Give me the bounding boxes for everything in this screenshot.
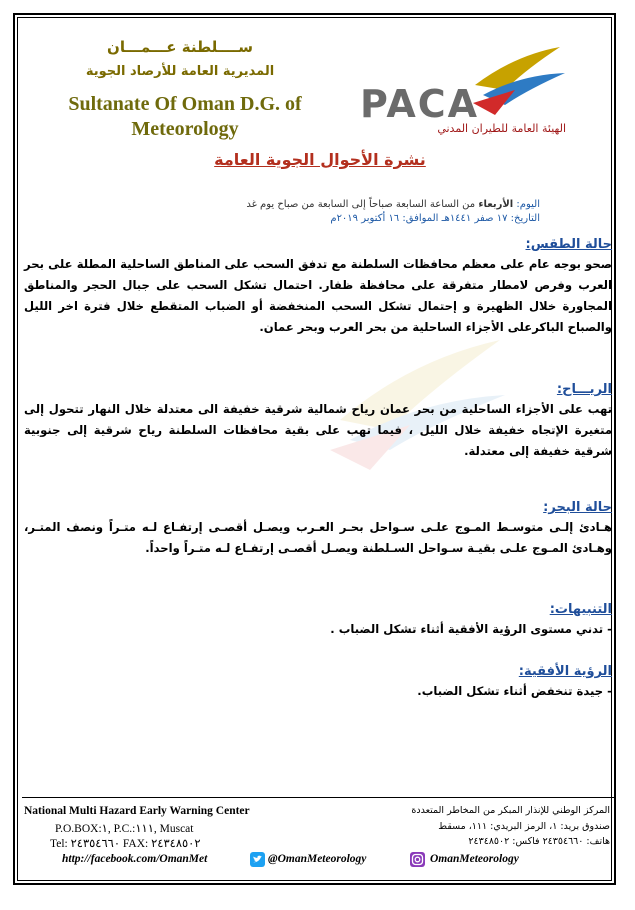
footer-center-ar: المركز الوطني للإنذار المبكر من المخاطر المتعددة xyxy=(411,805,610,816)
gregorian-date: ١٦ أكتوبر ٢٠١٩م xyxy=(330,213,400,224)
bulletin-day-line xyxy=(246,199,540,210)
facebook-link[interactable]: http://facebook.com/OmanMet xyxy=(62,853,208,865)
footer-tel-en: Tel: ٢٤٣٥٤٦٦٠ FAX: ٢٤٣٤٨٥٠٢ xyxy=(50,838,201,850)
section-body: - جيدة تنخفض أثناء تشكل الضباب. xyxy=(417,684,612,698)
hijri-date: ١٧ صفر ١٤٤١هـ xyxy=(441,213,508,224)
footer-center-en: National Multi Hazard Early Warning Center xyxy=(24,805,250,817)
corresponds-label: الموافق: xyxy=(402,213,439,224)
header-english-title xyxy=(50,92,320,142)
logo-word: PACA xyxy=(360,82,480,126)
twitter-handle[interactable]: @OmanMeteorology xyxy=(268,853,367,865)
section-heading: الرؤية الأفقية: xyxy=(518,664,612,679)
section-heading: حالة البحر: xyxy=(543,500,612,515)
bulletin-title: نشرة الأحوال الجوية العامة xyxy=(214,150,426,169)
section-body: تهب على الأجزاء الساحلية من بحر عمان رياح شمالية شرقية خفيفة الى معتدلة خلال النهار تتحول إلى متغيرة الإتجاه خفيفة خلال الليل ، فيما تهب على بقية محافظات السلطنة رياح شرقية إلى جنوبية شرقية خفيفة إلى معتدلة. xyxy=(24,402,612,458)
section-weather xyxy=(24,237,612,338)
logo-caption: الهيئة العامة للطيران المدني xyxy=(437,122,566,135)
day-label: اليوم: xyxy=(516,199,540,210)
section-warnings xyxy=(24,602,612,640)
instagram-icon xyxy=(410,852,425,867)
period-text: من الساعة السابعة صباحاً إلى السابعة من صباح يوم غد xyxy=(246,199,476,210)
header-arabic-sultanate: ســــلطنة عـــمـــان xyxy=(107,38,253,56)
footer-pobox-ar: صندوق بريد: ١، الرمز البريدي: ١١١، مسقط xyxy=(438,821,610,832)
header-english-line1: Sultanate Of Oman D.G. of xyxy=(68,93,302,115)
section-body: صحو بوجه عام على معظم محافظات السلطنة مع تدفق السحب على المناطق الساحلية المطلة على بحر العرب وفرص لامطار متفرقة على محافظة ظفار. احتمال تشكل السحب على جبال الحجر والمناطق المجاورة خلال الظهيرة و إحتمال تشكل السحب المنخفضة أو الضباب المتقطع خلال فترة اخر الليل والصباح الباكرعلى الأجزاء الساحلية من بحر العرب وبحر عمان. xyxy=(24,257,612,334)
header-arabic-directorate: المديرية العامة للأرصاد الجوية xyxy=(85,64,275,79)
date-label: التاريخ: xyxy=(510,213,540,224)
section-winds xyxy=(24,382,612,462)
section-body: هـادئ إلـى متوسـط المـوج علـى سـواحل بحـر العـرب ويصـل أقصـى إرتفـاع لـه متـراً ونصف المتـر، وهـادئ المـوج علـى بقيـة سـواحل السـلطنة ويصـل أقصـى إرتفـاع لـه متـراً واحداً. xyxy=(24,520,612,555)
bulletin-date-line xyxy=(330,213,540,224)
section-heading: التنبيهات: xyxy=(549,602,612,617)
footer-divider xyxy=(22,797,614,798)
footer-pobox-en: P.O.BOX:١, P.C.:١١١, Muscat xyxy=(55,823,194,835)
section-sea-state xyxy=(24,500,612,559)
section-heading: حالة الطقس: xyxy=(525,237,612,252)
section-heading: الريـــاح: xyxy=(556,382,612,397)
footer-tel-ar: هاتف: ٢٤٣٥٤٦٦٠ فاكس: ٢٤٣٤٨٥٠٢ xyxy=(468,836,610,847)
header-english-line2: Meteorology xyxy=(131,118,239,140)
day-value: الأربعاء xyxy=(478,199,514,210)
section-body: - تدني مستوى الرؤية الأفقية أثناء تشكل الضباب . xyxy=(330,622,612,636)
twitter-icon xyxy=(250,852,265,867)
section-visibility xyxy=(24,664,612,702)
instagram-handle[interactable]: OmanMeteorology xyxy=(430,853,519,865)
